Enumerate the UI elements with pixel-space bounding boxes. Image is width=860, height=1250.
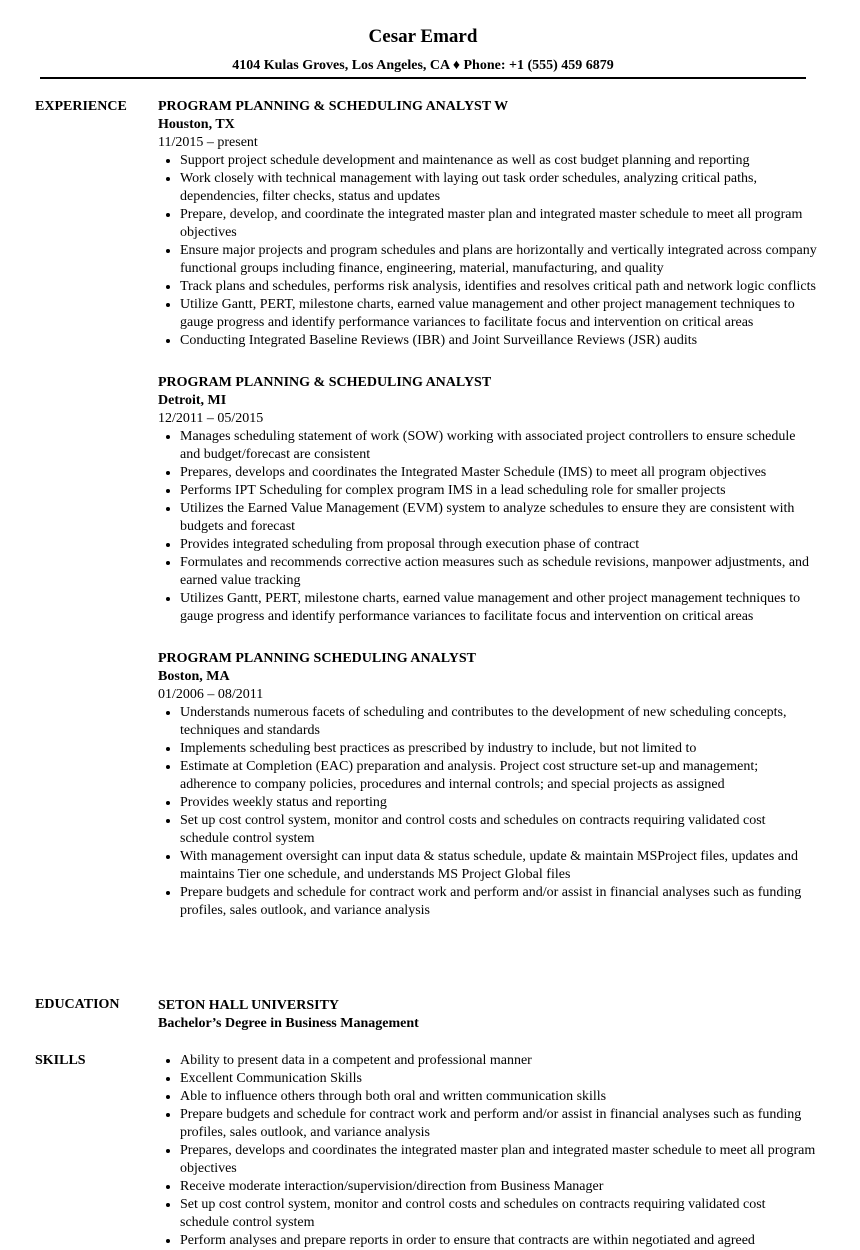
job-entry bbox=[158, 650, 818, 920]
skills-section bbox=[158, 1052, 818, 1250]
school-name: SETON HALL UNIVERSITY bbox=[158, 998, 340, 1013]
job-location: Houston, TX bbox=[158, 117, 235, 132]
list-item: • With management oversight can input data & status schedule, update & maintain MSProject files, updates and maintains Tier one schedule, and understands MS Project Global files bbox=[180, 848, 818, 884]
job-entry bbox=[158, 98, 818, 350]
list-item: • Support project schedule development and maintenance as well as cost budget planning and reporting bbox=[180, 152, 818, 170]
list-item: • Provides integrated scheduling from proposal through execution phase of contract bbox=[180, 536, 818, 554]
degree: Bachelor’s Degree in Business Management bbox=[158, 1016, 419, 1031]
job-bullets bbox=[158, 428, 818, 626]
job-title: PROGRAM PLANNING SCHEDULING ANALYST bbox=[158, 651, 477, 666]
job-title: PROGRAM PLANNING & SCHEDULING ANALYST bbox=[158, 375, 492, 390]
experience-section bbox=[158, 98, 818, 920]
list-item: • Formulates and recommends corrective action measures such as schedule revisions, manpower adjustments, and earned value tracking bbox=[180, 554, 818, 590]
skills-list bbox=[158, 1052, 818, 1250]
experience-label: EXPERIENCE bbox=[35, 99, 127, 114]
skills-label: SKILLS bbox=[35, 1053, 86, 1068]
job-location: Detroit, MI bbox=[158, 393, 227, 408]
list-item: • Prepare budgets and schedule for contract work and perform and/or assist in financial analyses such as funding profiles, sales outlook, and variance analysis bbox=[180, 884, 818, 920]
list-item: • Understands numerous facets of scheduling and contributes to the development of new scheduling concepts, techniques and standards bbox=[180, 704, 818, 740]
list-item: • Utilizes Gantt, PERT, milestone charts, earned value management and other project management techniques to gauge progress and identify performance variances to facilitate focus and intervention on critical areas bbox=[180, 590, 818, 626]
list-item: • Excellent Communication Skills bbox=[180, 1070, 818, 1088]
list-item: • Prepares, develops and coordinates the integrated master plan and integrated master schedule to meet all program objectives bbox=[180, 1142, 818, 1178]
list-item: • Conducting Integrated Baseline Reviews (IBR) and Joint Surveillance Reviews (JSR) audits bbox=[180, 332, 818, 350]
job-location: Boston, MA bbox=[158, 669, 230, 684]
list-item: • Estimate at Completion (EAC) preparation and analysis. Project cost structure set-up and management; adherence to company policies, procedures and internal controls; and special projects as assigned bbox=[180, 758, 818, 794]
resume-name: Cesar Emard bbox=[368, 26, 478, 47]
list-item: • Ensure major projects and program schedules and plans are horizontally and vertically integrated across company functional groups including finance, engineering, material, manufacturing, and quality bbox=[180, 242, 818, 278]
education-label: EDUCATION bbox=[35, 997, 120, 1012]
list-item: • Prepare, develop, and coordinate the integrated master plan and integrated master schedule to meet all program objectives bbox=[180, 206, 818, 242]
job-dates: 11/2015 – present bbox=[158, 135, 258, 150]
job-dates: 12/2011 – 05/2015 bbox=[158, 411, 264, 426]
education-section bbox=[158, 997, 818, 1033]
list-item: • Able to influence others through both oral and written communication skills bbox=[180, 1088, 818, 1106]
list-item: • Perform analyses and prepare reports in order to ensure that contracts are within negotiated and agreed bbox=[180, 1232, 818, 1250]
list-item: • Utilize Gantt, PERT, milestone charts, earned value management and other project management techniques to gauge progress and identify performance variances to facilitate focus and intervention on critical areas bbox=[180, 296, 818, 332]
header-divider bbox=[40, 77, 806, 79]
list-item: • Prepare budgets and schedule for contract work and perform and/or assist in financial analyses such as funding profiles, sales outlook, and variance analysis bbox=[180, 1106, 818, 1142]
list-item: • Ability to present data in a competent and professional manner bbox=[180, 1052, 818, 1070]
list-item: • Track plans and schedules, performs risk analysis, identifies and resolves critical path and network logic conflicts bbox=[180, 278, 818, 296]
list-item: • Prepares, develops and coordinates the Integrated Master Schedule (IMS) to meet all program objectives bbox=[180, 464, 818, 482]
list-item: • Work closely with technical management with laying out task order schedules, analyzing critical paths, dependencies, filter checks, status and updates bbox=[180, 170, 818, 206]
list-item: • Utilizes the Earned Value Management (EVM) system to analyze schedules to ensure they are consistent with budgets and forecast bbox=[180, 500, 818, 536]
list-item: • Manages scheduling statement of work (SOW) working with associated project controllers to ensure schedule and budget/forecast are consistent bbox=[180, 428, 818, 464]
contact-line: 4104 Kulas Groves, Los Angeles, CA ♦ Phone: +1 (555) 459 6879 bbox=[232, 58, 614, 73]
job-bullets bbox=[158, 152, 818, 350]
list-item: • Set up cost control system, monitor and control costs and schedules on contracts requiring validated cost schedule control system bbox=[180, 812, 818, 848]
job-title: PROGRAM PLANNING & SCHEDULING ANALYST W bbox=[158, 99, 509, 114]
list-item: • Receive moderate interaction/supervision/direction from Business Manager bbox=[180, 1178, 818, 1196]
job-dates: 01/2006 – 08/2011 bbox=[158, 687, 264, 702]
job-entry bbox=[158, 374, 818, 626]
job-bullets bbox=[158, 704, 818, 920]
list-item: • Set up cost control system, monitor and control costs and schedules on contracts requiring validated cost schedule control system bbox=[180, 1196, 818, 1232]
list-item: • Performs IPT Scheduling for complex program IMS in a lead scheduling role for smaller projects bbox=[180, 482, 818, 500]
list-item: • Provides weekly status and reporting bbox=[180, 794, 818, 812]
list-item: • Implements scheduling best practices as prescribed by industry to include, but not limited to bbox=[180, 740, 818, 758]
